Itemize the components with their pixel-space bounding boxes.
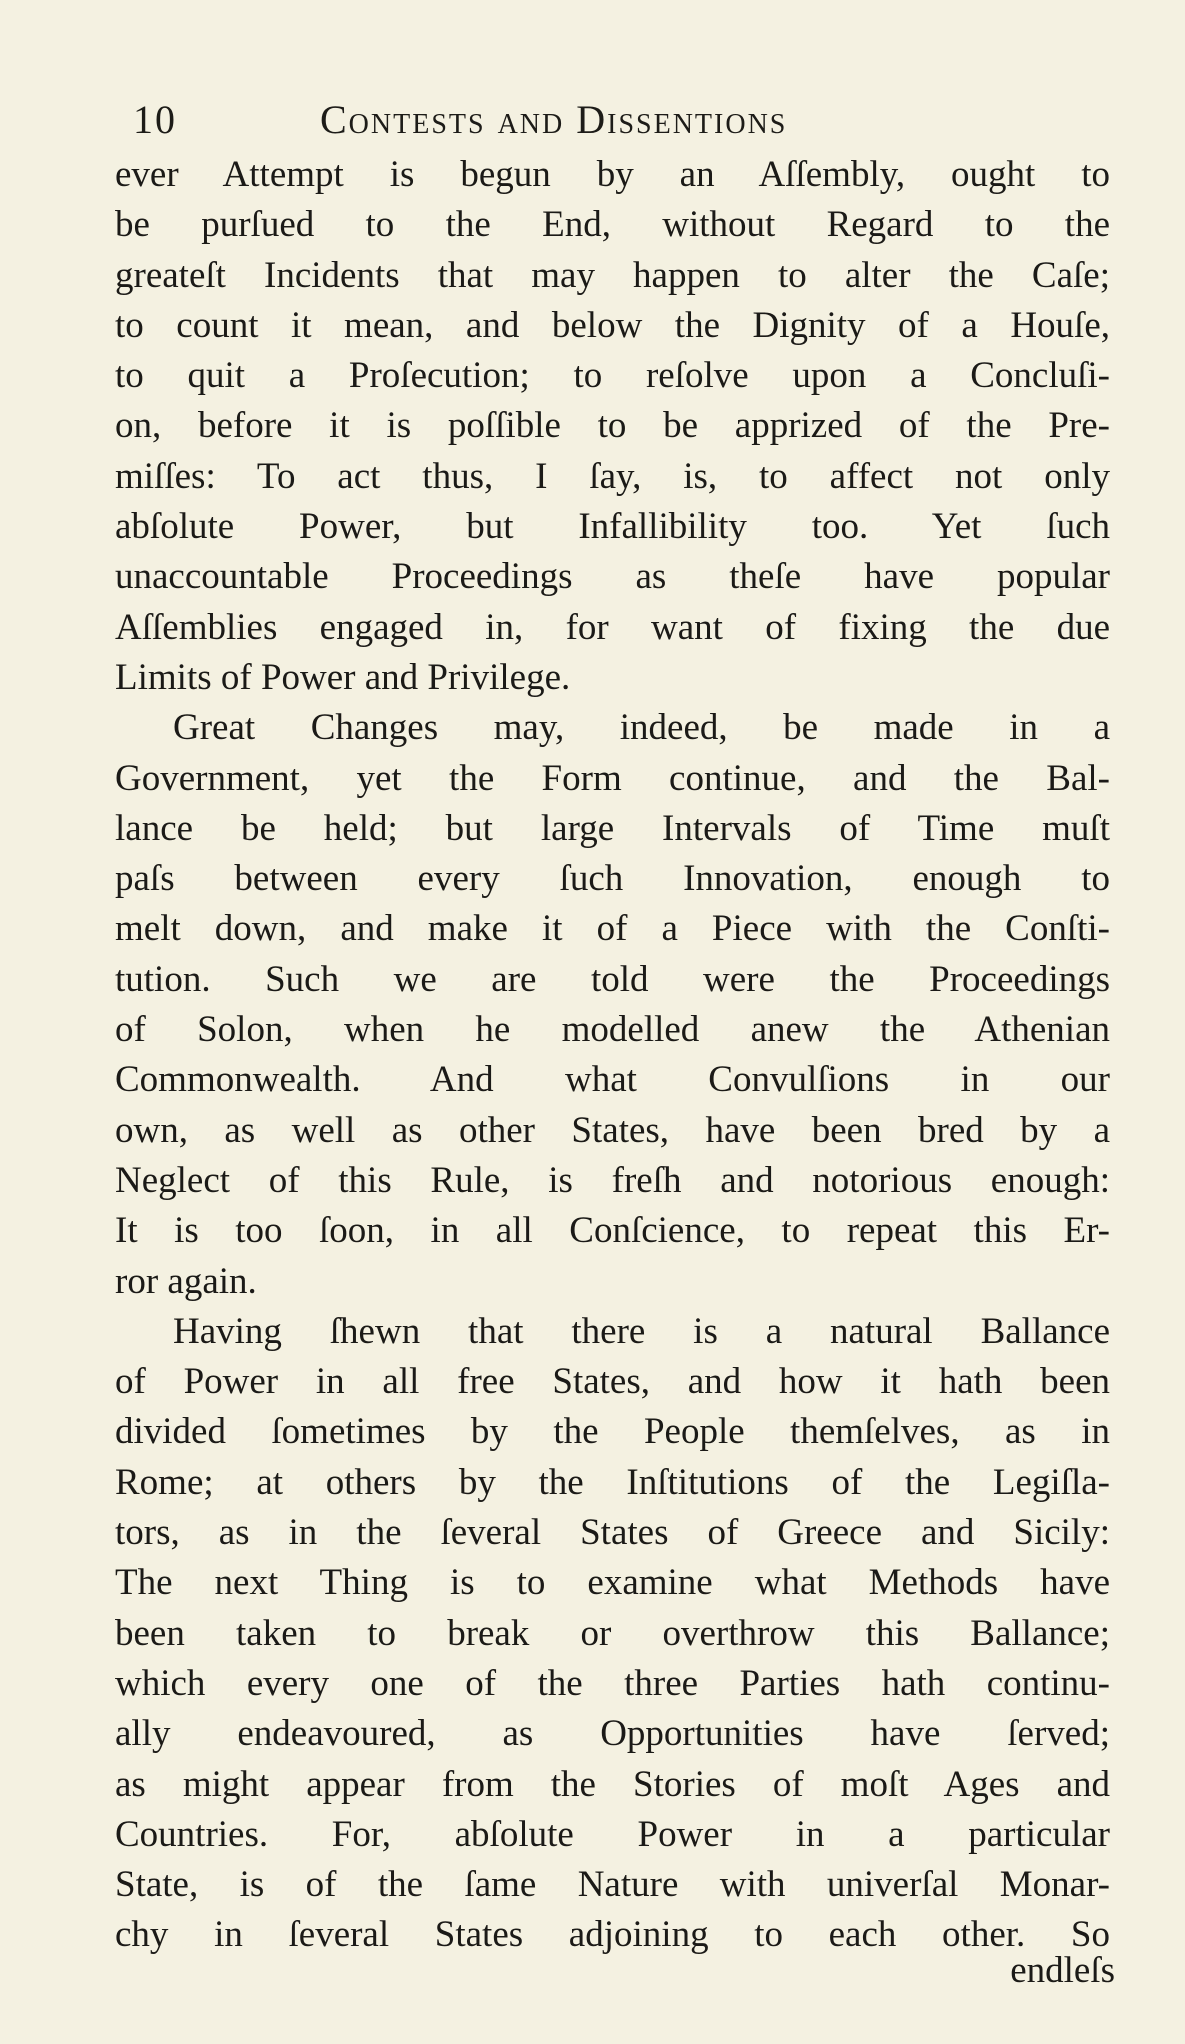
page-number: 10 — [133, 97, 177, 142]
text-line: ror again. — [115, 1260, 257, 1302]
text-line: been taken to break or overthrow this Ballance; — [115, 1612, 1110, 1654]
text-line: State, is of the ſame Nature with univerſal Monar- — [115, 1864, 1110, 1906]
text-line: It is too ſoon, in all Conſcience, to repeat this Er- — [115, 1210, 1110, 1252]
body-text — [115, 150, 1110, 1961]
text-line: unaccountable Proceedings as theſe have popular — [115, 556, 1110, 598]
text-line: tution. Such we are told were the Proceedings — [115, 958, 1110, 1000]
text-line: which every one of the three Parties hath continu- — [115, 1662, 1110, 1704]
text-line: Aſſemblies engaged in, for want of fixing the due — [115, 606, 1110, 648]
text-line: Commonwealth. And what Convulſions in our — [115, 1059, 1110, 1101]
text-line: greateſt Incidents that may happen to alter the Caſe; — [115, 254, 1110, 296]
text-line: Government, yet the Form continue, and the Bal- — [115, 757, 1110, 799]
text-line: Countries. For, abſolute Power in a particular — [115, 1813, 1110, 1855]
text-line: divided ſometimes by the People themſelves, as in — [115, 1411, 1110, 1453]
text-line: Neglect of this Rule, is freſh and notorious enough: — [115, 1159, 1110, 1201]
text-line: of Solon, when he modelled anew the Athenian — [115, 1009, 1110, 1051]
running-header — [133, 96, 1133, 146]
text-line: ally endeavoured, as Opportunities have ſerved; — [115, 1713, 1110, 1755]
text-line: lance be held; but large Intervals of Time muſt — [115, 807, 1110, 849]
text-line: Limits of Power and Privilege. — [115, 656, 571, 698]
text-line: ever Attempt is begun by an Aſſembly, ought to — [115, 154, 1110, 195]
text-line: as might appear from the Stories of moſt Ages and — [115, 1763, 1110, 1805]
text-line: on, before it is poſſible to be apprized of the Pre- — [115, 405, 1110, 447]
text-line: Rome; at others by the Inſtitutions of the Legiſla- — [115, 1461, 1110, 1503]
text-line: be purſued to the End, without Regard to the — [115, 204, 1110, 246]
running-title: Contests and Dissentions — [320, 97, 788, 142]
paragraph-first-line: Great Changes may, indeed, be made in a — [173, 707, 1110, 749]
text-line: The next Thing is to examine what Methods have — [115, 1562, 1110, 1604]
text-line: to count it mean, and below the Dignity of a Houſe, — [115, 304, 1110, 346]
text-line: miſſes: To act thus, I ſay, is, to affect not only — [115, 455, 1110, 497]
text-line: chy in ſeveral States adjoining to each other. So — [115, 1914, 1110, 1956]
catchword: endleſs — [1010, 1950, 1115, 1991]
text-line: melt down, and make it of a Piece with the Conſti- — [115, 908, 1110, 950]
text-line: to quit a Proſecution; to reſolve upon a Concluſi- — [115, 355, 1110, 397]
text-line: of Power in all free States, and how it hath been — [115, 1361, 1110, 1403]
text-line: abſolute Power, but Infallibility too. Yet ſuch — [115, 506, 1110, 548]
paragraph-first-line: Having ſhewn that there is a natural Ballance — [173, 1310, 1110, 1352]
text-line: tors, as in the ſeveral States of Greece and Sicily: — [115, 1512, 1110, 1554]
text-line: paſs between every ſuch Innovation, enough to — [115, 858, 1110, 900]
text-line: own, as well as other States, have been bred by a — [115, 1109, 1110, 1151]
